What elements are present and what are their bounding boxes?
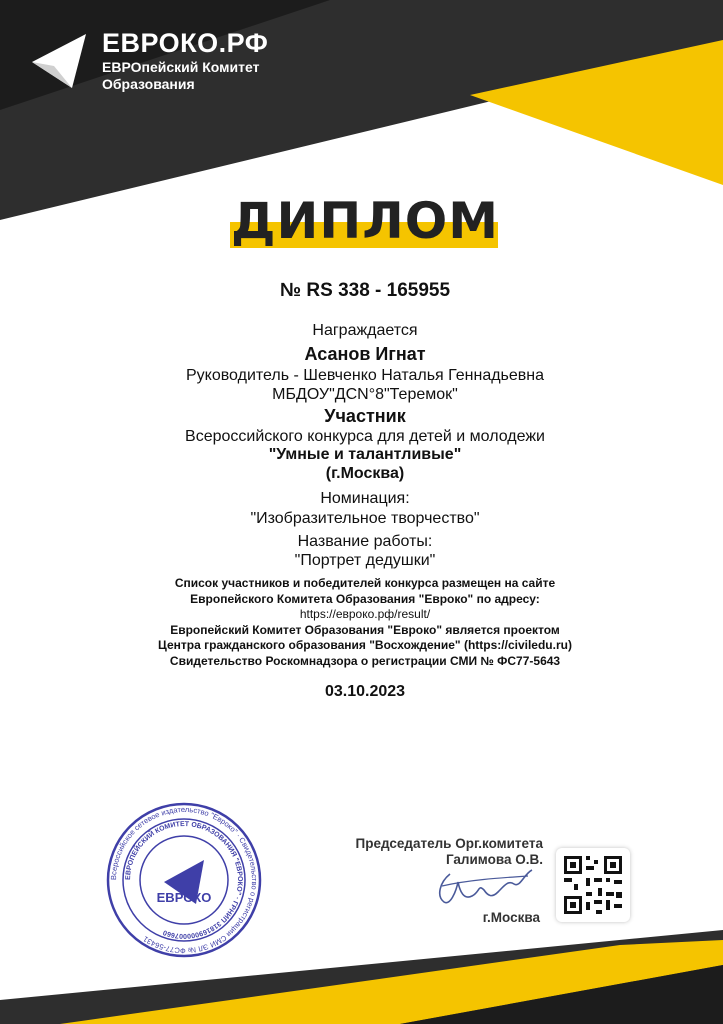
nomination-label: Номинация: xyxy=(320,490,410,507)
info-line: Свидетельство Роскомнадзора о регистрации СМИ № ФС77-5643 xyxy=(169,653,561,668)
supervisor: Руководитель - Шевченко Наталья Геннадьевна xyxy=(185,367,545,384)
play-triangle-logo-icon xyxy=(28,28,92,92)
qr-code-icon xyxy=(556,848,630,922)
signatory-name: Галимова О.В. xyxy=(445,852,543,867)
nomination-value: "Изобразительное творчество" xyxy=(250,510,480,527)
official-stamp xyxy=(104,800,264,960)
contest-city: (г.Москва) xyxy=(325,465,405,482)
info-block xyxy=(100,576,630,669)
info-line: Европейский Комитет Образования "Евроко" является проектом xyxy=(170,622,560,637)
diploma-title xyxy=(230,192,500,252)
logo-subtitle-line1: ЕВРОпейский Комитет xyxy=(102,59,260,75)
contest-line: Всероссийского конкурса для детей и молодежи xyxy=(185,428,545,445)
institution: МБДОУ"ДСN°8"Теремок" xyxy=(272,386,458,403)
status: Участник xyxy=(324,406,406,426)
stamp-outer-text: Всероссийское сетевое издательство "Евроко" · Свидетельство о регистрации СМИ ЭЛ № ФС77-56431 xyxy=(108,804,260,956)
logo-text xyxy=(102,28,268,92)
diploma-number: № RS 338 - 165955 xyxy=(279,280,451,301)
issue-date: 03.10.2023 xyxy=(324,683,406,700)
recipient-name: Асанов Игнат xyxy=(304,344,426,364)
work-label: Название работы: xyxy=(297,533,433,550)
title-text: ДИПЛОМ xyxy=(230,192,499,250)
work-value: "Портрет дедушки" xyxy=(294,552,436,569)
info-line: Центра гражданского образования "Восхождение" (https://civiledu.ru) xyxy=(158,638,572,652)
signatory-title: Председатель Орг.комитета xyxy=(355,836,543,851)
logo-subtitle-line2: Образования xyxy=(102,76,195,92)
info-line: Список участников и победителей конкурса размещен на сайте xyxy=(174,576,556,590)
awarded-label: Награждается xyxy=(312,322,418,339)
info-line: https://евроко.рф/result/ xyxy=(299,607,431,621)
stamp-center-text: ЕВРОКО xyxy=(156,890,212,905)
logo xyxy=(28,28,268,92)
contest-name: "Умные и талантливые" xyxy=(268,446,462,463)
info-line: Европейского Комитета Образования "Евроко" по адресу: xyxy=(190,591,540,606)
qr-code[interactable] xyxy=(556,848,630,922)
stamp-inner-text: ЕВРОПЕЙСКИЙ КОМИТЕТ ОБРАЗОВАНИЯ "ЕВРОКО" · ГРНИП 318169000007660 xyxy=(124,820,244,940)
signature-city: г.Москва xyxy=(482,910,540,925)
logo-title: ЕВРОКО.РФ xyxy=(102,28,269,58)
